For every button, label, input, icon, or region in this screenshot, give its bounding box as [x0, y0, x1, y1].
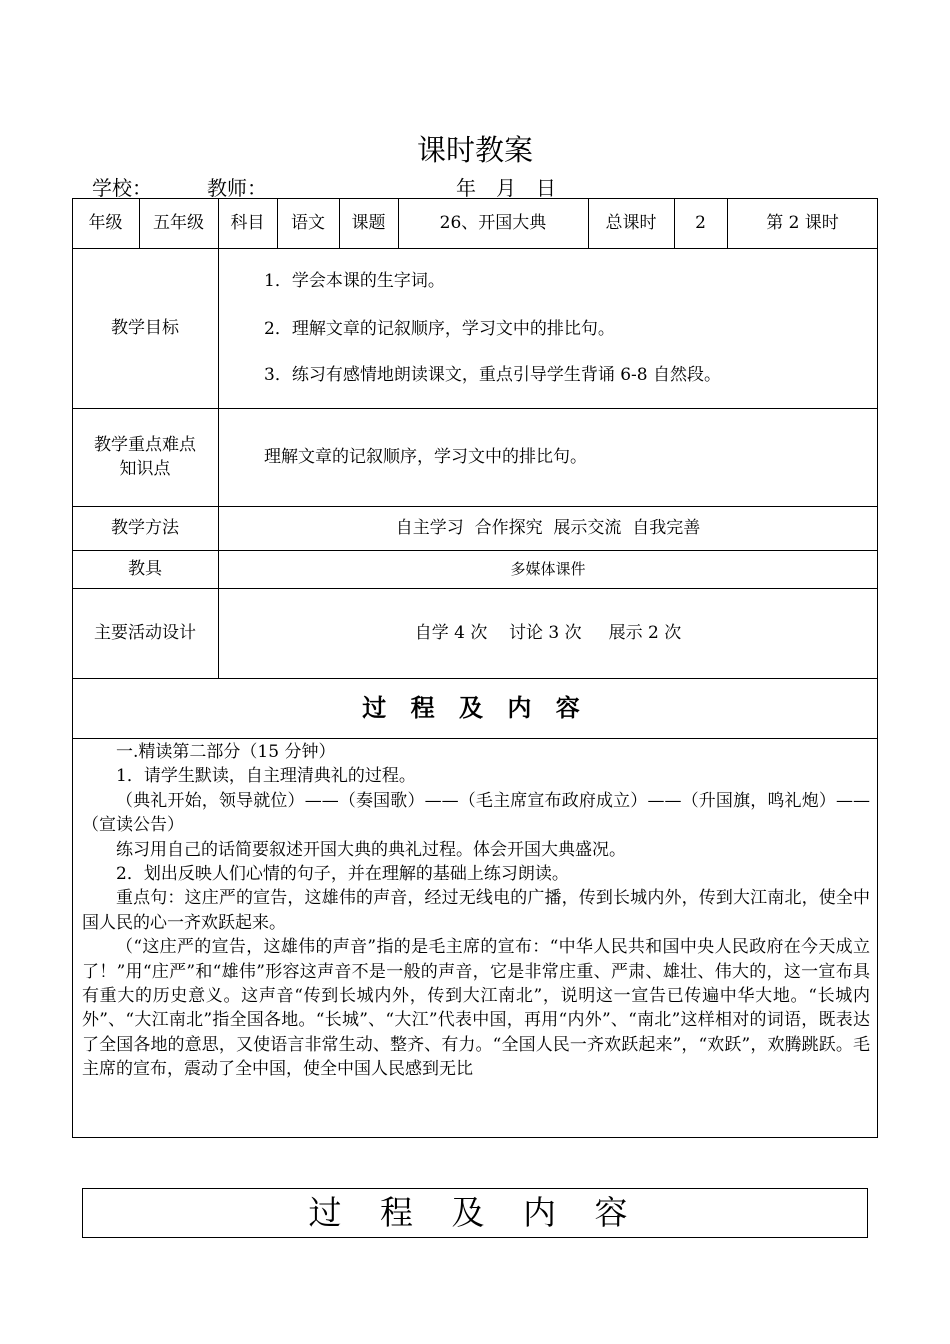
school-label: 学校：: [92, 176, 152, 200]
content-paragraph: （“这庄严的宣告，这雄伟的声音”指的是毛主席的宣布：“中华人民共和国中央人民政府在今天成立了！”用“庄严”和“雄伟”形容这声音不是一般的声音，它是非常庄重、严肃、雄壮、伟大的，这一宣布具有重大的历史意义。这声音“传到长城内外，传到大江南北”，说明这一宣告已传遍中华大地。“长城内外”、“大江南北”指全国各地。“长城”、“大江”代表中国，再用“内外”、“南北”这样相对的词语，既表达了全国各地的意思，又使语言非常生动、整齐、有力。“全国人民一齐欢跃起来”，“欢跃”，欢腾跳跃。毛主席的宣布，震动了全中国，使全中国人民感到无比: [82, 937, 870, 1080]
divider: [72, 738, 878, 739]
total-hours-label: 总课时: [605, 213, 657, 233]
grade-value: 五年级: [153, 213, 204, 233]
methods-label: 教学方法: [111, 518, 179, 538]
key-points-value: 理解文章的记叙顺序，学习文中的排比句。: [264, 447, 587, 467]
content-paragraph: 重点句：这庄严的宣告，这雄伟的声音，经过无线电的广播，传到长城内外，传到大江南北，使全中国人民的心一齐欢跃起来。: [82, 888, 870, 933]
objectives-label: 教学目标: [111, 318, 179, 338]
subject-value: 语文: [291, 213, 325, 233]
key-points-label-line1: 教学重点难点: [94, 435, 196, 455]
key-points-label-line2: 知识点: [119, 459, 171, 479]
activities-value: 自学 4 次 讨论 3 次 展示 2 次: [414, 623, 682, 643]
content-paragraph: 一.精读第二部分（15 分钟）: [116, 742, 336, 762]
process-heading: 过 程 及 内 容: [362, 694, 588, 722]
topic-value: 26、开国大典: [439, 213, 547, 233]
content-paragraph: 2．划出反映人们心情的句子，并在理解的基础上练习朗读。: [116, 864, 569, 885]
page-title: 课时教案: [416, 133, 533, 167]
objective-item: 1．学会本课的生字词。: [264, 271, 445, 291]
key-points-label: [72, 408, 218, 506]
objective-item: 2．理解文章的记叙顺序，学习文中的排比句。: [264, 319, 615, 339]
process-content: [82, 740, 870, 1082]
total-hours-value: 2: [695, 213, 706, 233]
content-paragraph: 练习用自己的话简要叙述开国大典的典礼过程。体会开国大典盛况。: [116, 839, 626, 860]
bottom-heading: 过 程 及 内 容: [308, 1193, 642, 1232]
content-paragraph: （典礼开始，领导就位）——（奏国歌）——（毛主席宣布政府成立）——（升国旗，鸣礼炮）——（宣读公告）: [82, 790, 870, 836]
lesson-number: 第 2 课时: [766, 213, 839, 233]
subject-label: 科目: [230, 213, 265, 233]
activities-label: 主要活动设计: [94, 623, 196, 643]
content-paragraph: 1．请学生默读，自主理清典礼的过程。: [116, 766, 416, 787]
teacher-label: 教师：: [207, 176, 267, 200]
tools-label: 教具: [128, 559, 162, 579]
grade-label: 年级: [88, 213, 123, 233]
tools-value: 多媒体课件: [510, 560, 586, 578]
objective-item: 3．练习有感情地朗读课文，重点引导学生背诵 6-8 自然段。: [264, 365, 721, 385]
date-label: 年 月 日: [456, 176, 556, 200]
methods-value: 自主学习 合作探究 展示交流 自我完善: [395, 518, 701, 538]
topic-label: 课题: [351, 213, 386, 233]
